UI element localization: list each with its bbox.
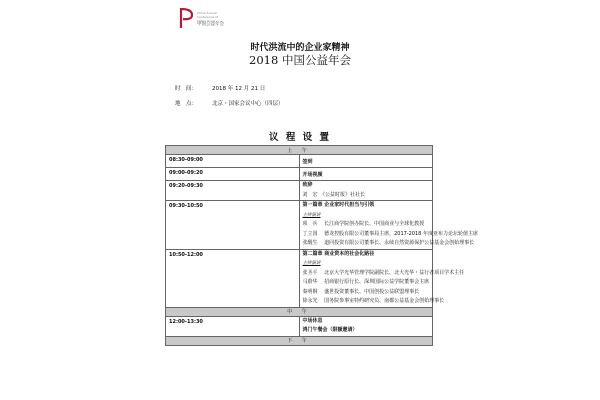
row-detail: 鸿门午餐会（限额邀请） [302,327,358,333]
row-title: 致辞 [302,182,313,188]
section-noon: 中 午 [166,307,433,316]
section-header [166,307,433,316]
row-title: 第二篇章 商业资本的社会化路径 [302,250,375,257]
speaker-desc: 盛世投资董事长、中国创投公益联盟理事长 [324,288,420,295]
speaker [302,297,445,307]
chair-label: 主持演讲 [302,261,321,266]
row-title: 开场视频 [299,168,433,181]
table-row [166,155,433,168]
agenda-heading: 议 程 设 置 [269,132,331,143]
chair-label: 主持演讲 [302,212,321,218]
section-header [166,146,433,155]
table-row [166,316,433,336]
event-subtitle: 时代洪流中的企业家精神 [250,43,350,53]
table-row [166,249,433,307]
speaker-name: 丁立国 [302,230,318,237]
table-row [166,168,433,181]
time-value: 2018 年 12 月 21 日 [212,86,266,92]
speaker-desc: 国务院参事室特约研究员、南都公益基金会创始理事长 [324,298,445,304]
row-detail: 刘 宏 《公益时报》社社长 [302,191,366,198]
section-morning: 上 午 [166,146,433,155]
row-time: 09:30-10:50 [166,201,300,250]
speaker-name: 秦明桐 [302,288,318,295]
row-time: 08:30-09:00 [166,155,300,168]
table-row [166,201,433,250]
speaker-name: 张圣平 [302,269,318,276]
section-header [166,336,433,345]
speaker-desc: 德龙控股有限公司董事局主席，2017-2018 年度亚布力论坛轮值主席 [324,230,478,237]
logo-chinese-text: 中国公益年会 [197,22,224,27]
row-time: 10:50-12:00 [166,249,300,307]
speaker-desc: 长江商学院创办院长、中国商业与全球化教授 [324,221,425,227]
speaker-name: 项 兵 [302,221,318,227]
speaker-desc: 道同投资有限公司董事长、永续自然资源保护公益基金会创始理事长 [324,240,475,246]
row-title: 签到 [299,155,433,168]
time-label: 时 间： [175,86,198,92]
agenda-table [165,145,478,346]
event-time [175,84,265,92]
place-value: 北京・国家会议中心（四层） [212,101,284,107]
speaker-desc: 北京大学光华管理学院副院长、北大光华・益行者项目学术主任 [324,269,465,276]
speaker [303,278,430,288]
speaker [302,239,475,249]
speaker-name: 马蔚华 [302,279,318,285]
row-time: 09:20-09:30 [166,181,300,201]
speaker [303,288,430,298]
place-label: 地 点： [175,101,198,107]
event-title: 2018 中国公益年会 [249,53,351,67]
speaker [302,230,478,240]
speaker [303,220,430,230]
speaker [302,269,465,279]
organization-logo-icon [178,7,194,29]
row-time: 12:00-13:30 [166,316,300,336]
speaker-desc: 招商银行原行长、深圳国际公益学院董事会主席 [324,279,430,285]
logo-english-text: China Annual Conference of Public Good [197,11,218,23]
table-row [166,181,433,201]
section-afternoon: 下 午 [166,336,433,345]
row-time: 09:00-09:20 [166,168,300,181]
speaker-name: 张醒生 [302,240,318,246]
row-title: 第一篇章 企业家时代担当与引领 [302,202,375,208]
event-place [175,99,284,107]
row-title: 中场休息 [302,317,323,324]
speaker-name: 徐永光 [302,298,318,304]
